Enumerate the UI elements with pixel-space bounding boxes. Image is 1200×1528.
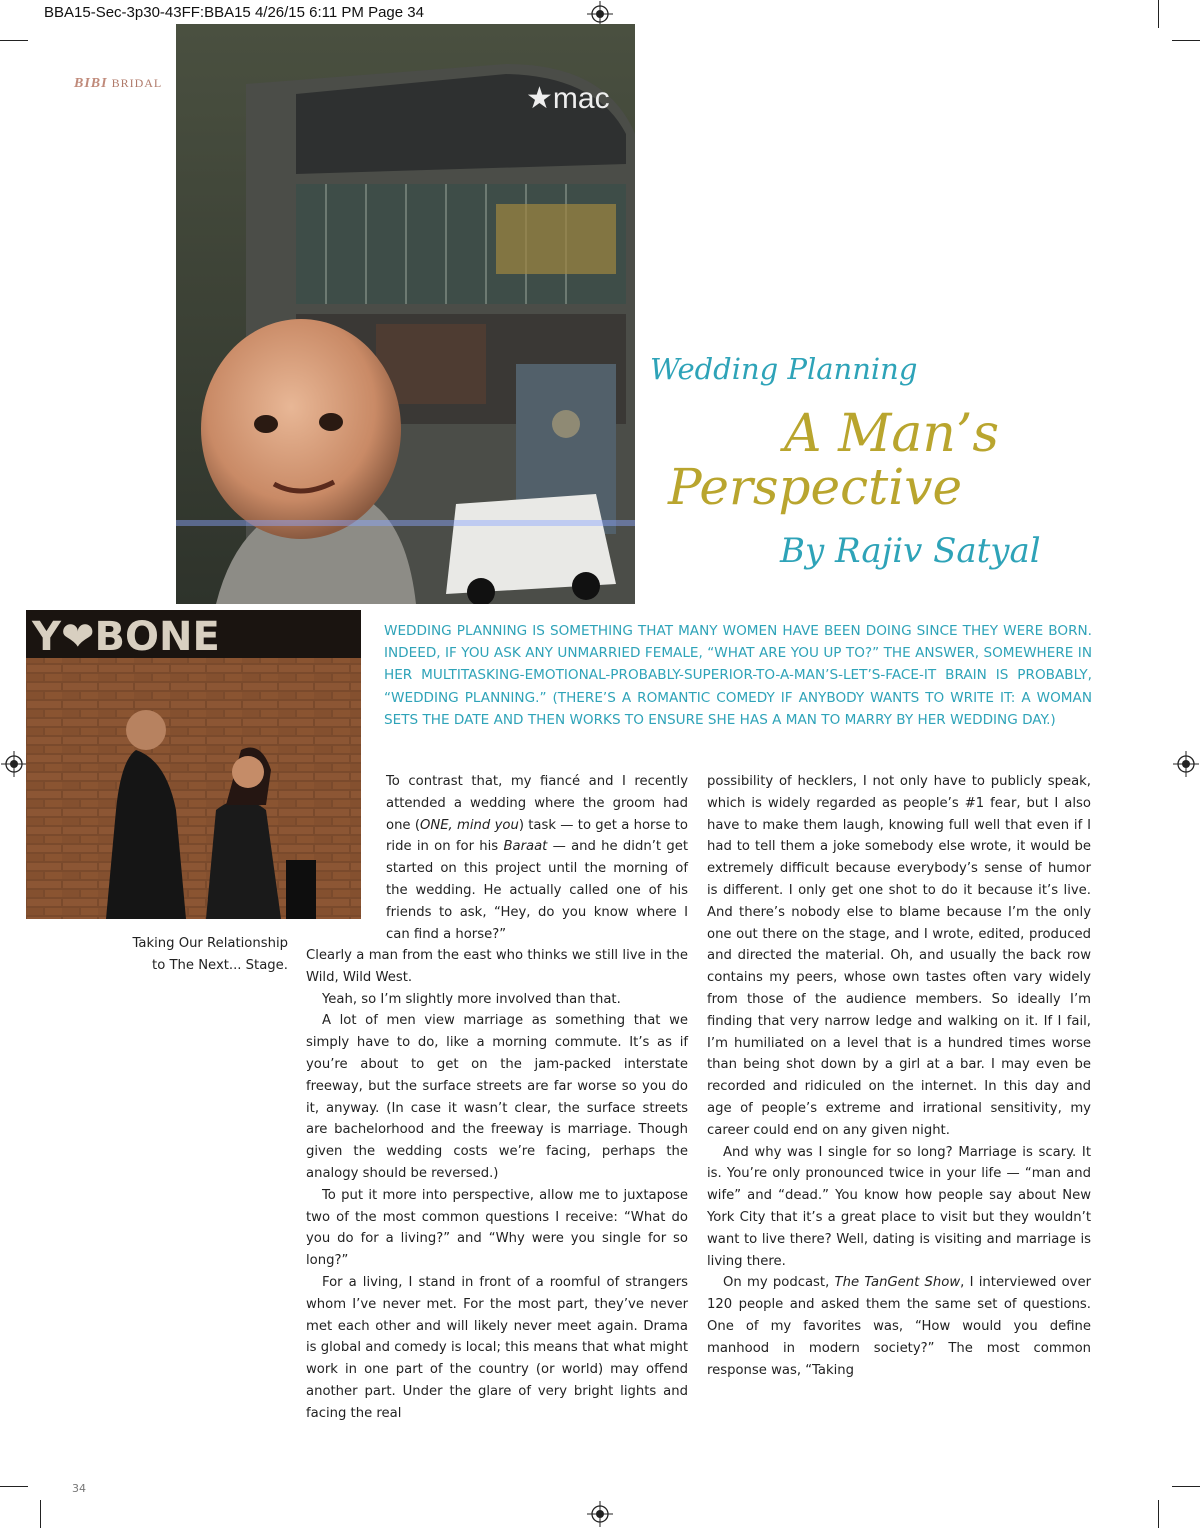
photo-caption: Taking Our Relationship to The Next... Stage. [132,936,288,973]
crop-mark [40,1500,41,1528]
crop-mark [0,1486,28,1487]
article-deck: WEDDING PLANNING IS SOMETHING THAT MANY WOMEN HAVE BEEN DOING SINCE THEY WERE BORN. INDEED, IF YOU ASK ANY UNMARRIED FEMALE, “WHAT ARE YOU UP TO?” THE ANSWER, SOMEWHERE IN HER MULTITASKING-EMOTIONAL-PROBABLY-SUPERIOR-TO-A-MAN’S-LET’S-FACE-IT BRAIN IS PROBABLY, “WEDDING PLANNING.” (THERE’S A ROMANTIC COMEDY IF ANYBODY WANTS TO WRITE IT: A WOMAN SETS THE DATE AND THEN WORKS TO ENSURE SHE HAS A MAN TO MARRY BY HER WEDDING DAY.) [384,623,1092,728]
crop-mark [1158,0,1159,28]
body-paragraph: Yeah, so I’m slightly more involved than that. [322,991,621,1007]
registration-mark-icon [1,751,27,777]
body-paragraph: On my podcast, The TanGent Show, I interviewed over 120 people and asked them the same set of questions. One of my favorites was, “How would you define manhood in modern society?” The most common response was, “Taking [707,1275,1091,1378]
body-column-1 [306,945,688,1425]
article-title-line-1: A Man’s [784,404,1000,464]
crop-mark [1172,40,1200,41]
body-column-2 [707,771,1091,1381]
crop-mark [1172,1486,1200,1487]
body-column-1-wrap: To contrast that, my fiancé and I recently attended a wedding where the groom had one (ONE, mind you) task — to get a horse to ride in on for his Baraat — and he didn’t get started on this project until the morning of the wedding. He actually called one of his friends to ask, “Hey, do you know where I can find a horse?” [386,774,688,942]
article-title-line-2: Perspective [668,458,963,516]
body-paragraph: possibility of hecklers, I not only have to publicly speak, which is widely regarded as people’s #1 fear, but I also have to make them laugh, knowing full well that even if I had to tell them a joke somebody else wrote, it would be extremely difficult because everybody’s sense of humor is different. I only get one shot to do it because it’s live. And there’s nobody else to blame because I’m the only one out there on the stage, and I wrote, edited, produced and directed the material. Oh, and usually the back row contains my peers, whose own tastes often vary widely from those of the audience members. So ideally I’m finding that very narrow ledge and walking on it. If I fail, I’m humiliated on a level that is a hundred times worse than being shot down by a girl at a bar. I may even be recorded and ridiculed on the internet. In this day and age of people’s extreme and irrational sensitivity, my career could end on any given night. [707,774,1091,1138]
selfie-photo [176,24,635,604]
crop-mark [0,40,28,41]
registration-mark-icon [587,1501,613,1527]
page-number: 34 [72,1482,86,1495]
article-kicker: Wedding Planning [650,352,918,386]
body-paragraph: A lot of men view marriage as something that we simply have to do, like a morning commute. It’s as if you’re about to get on the jam-packed interstate freeway, but the surface streets are far worse so you do it, anyway. (In case it wasn’t clear, the surface streets are bachelorhood and the freeway is marriage. Though given the wedding costs we’re facing, perhaps the analogy should be reversed.) [306,1013,688,1181]
body-paragraph: Clearly a man from the east who thinks we still live in the Wild, Wild West. [306,948,688,985]
stage-photo [26,610,361,919]
article-byline: By Rajiv Satyal [780,531,1041,571]
club-sign: Y❤BONE [32,614,220,660]
print-slug: BBA15-Sec-3p30-43FF:BBA15 4/26/15 6:11 PM Page 34 [44,4,424,21]
body-paragraph: And why was I single for so long? Marriage is scary. It is. You’re only pronounced twice in your life — “man and wife” and “dead.” You know how people say about New York City that it’s a great place to visit but they wouldn’t want to live there? Well, dating is visiting and marriage is living there. [707,1144,1091,1269]
registration-mark-icon [1173,751,1199,777]
body-paragraph: For a living, I stand in front of a roomful of strangers whom I’ve never met. For the most part, they’ve never met each other and will likely never meet again. Drama is global and comedy is local; this means that what might work in one part of the country (or world) may offend another part. Under the glare of very bright lights and facing the real [306,1274,688,1421]
store-sign: ★mac [526,82,610,115]
bibi-bridal-logo: BIBI BRIDAL [74,76,163,91]
body-paragraph: To put it more into perspective, allow me to juxtapose two of the most common questions I receive: “What do you do for a living?” and “Why were you single for so long?” [306,1187,688,1269]
crop-mark [1158,1500,1159,1528]
